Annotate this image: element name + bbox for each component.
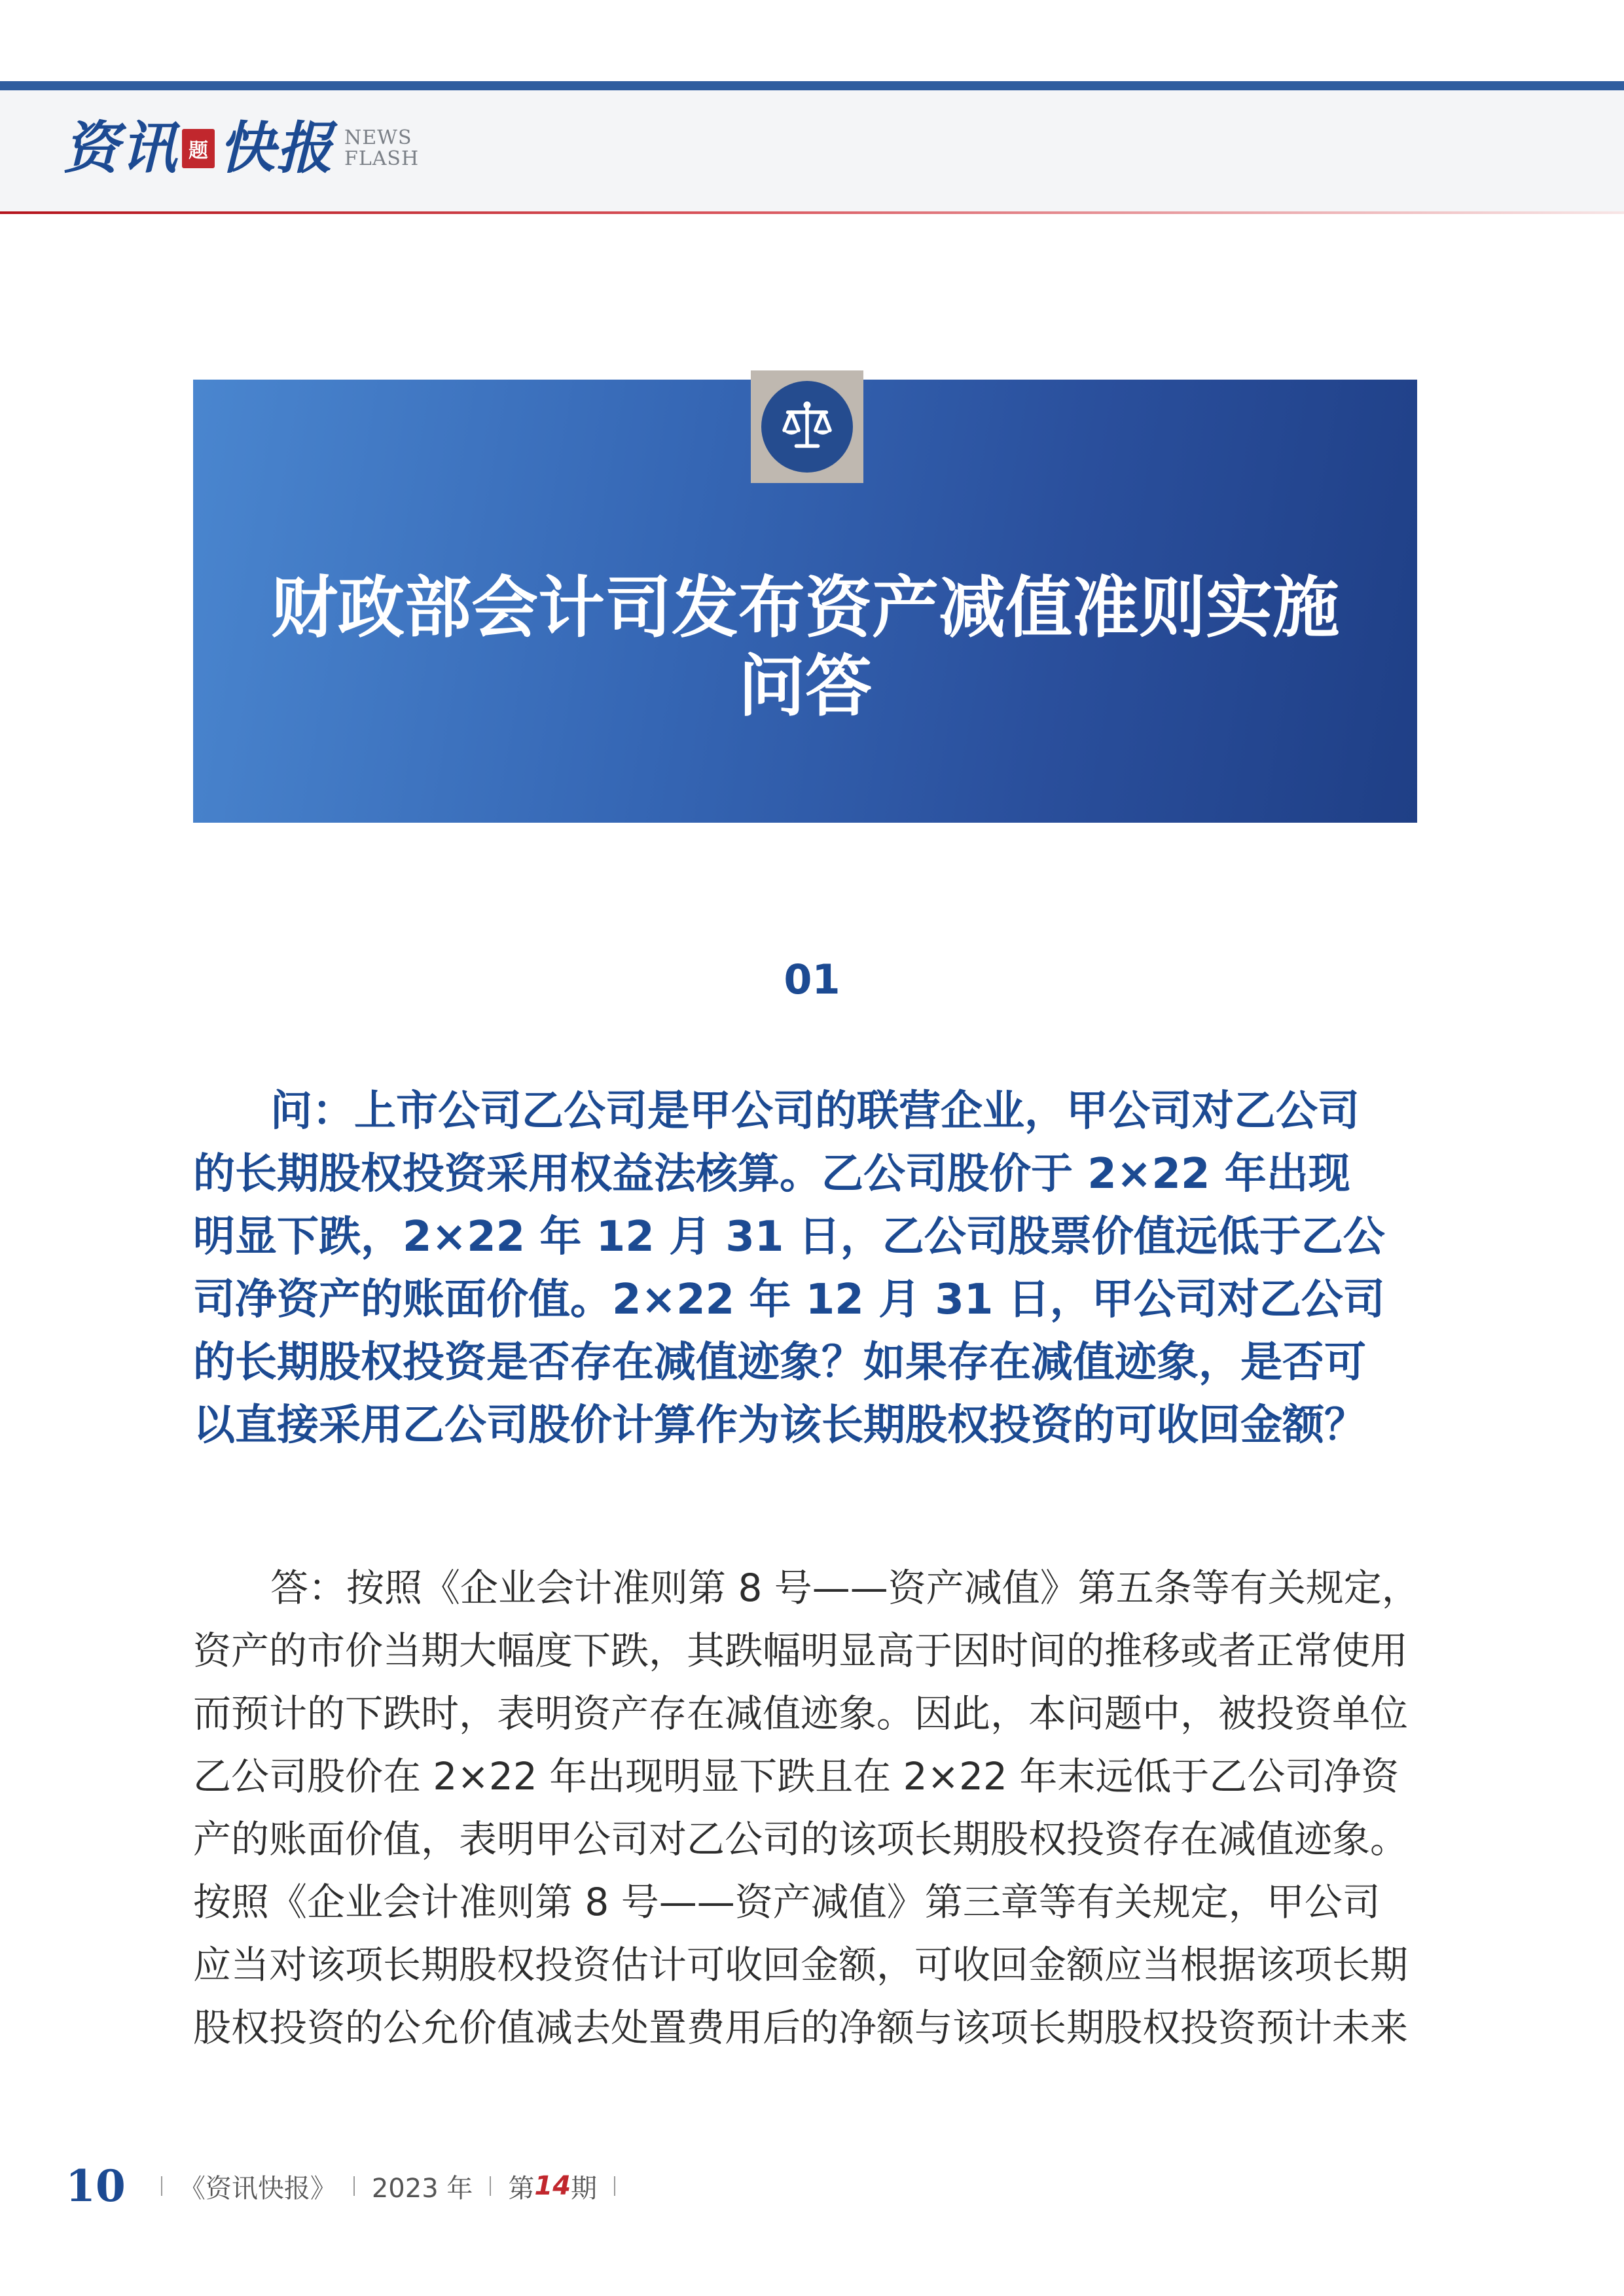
issue-suffix: 期 (571, 2173, 598, 2204)
brand-title-left: 资讯 (63, 115, 178, 181)
article-title-line2: 问答 (738, 648, 872, 726)
scales-of-justice-icon (777, 397, 837, 457)
brand-title-right: 快报 (219, 115, 334, 181)
page-footer (65, 2160, 632, 2212)
question-line: 的长期股权投资是否存在减值迹象？如果存在减值迹象，是否可 (193, 1338, 1366, 1387)
question-line: 以直接采用乙公司股价计算作为该长期股权投资的可收回金额？ (193, 1401, 1366, 1450)
footer-separator (161, 2176, 162, 2196)
banner-icon-tile (751, 370, 863, 483)
answer-line: 产的账面价值，表明甲公司对乙公司的该项长期股权投资存在减值迹象。 (193, 1817, 1409, 1861)
issue-prefix: 第 (508, 2173, 535, 2204)
answer-line: 而预计的下跌时，表明资产存在减值迹象。因此，本问题中，被投资单位 (193, 1691, 1409, 1736)
publication-name: 《资讯快报》 (179, 2173, 336, 2204)
brand-english-line2: FLASH (344, 147, 420, 170)
publication-year: 2023 年 (371, 2173, 473, 2204)
answer-line: 按照《企业会计准则第 8 号——资产减值》第三章等有关规定，甲公司 (193, 1880, 1380, 1924)
brand-english (344, 128, 419, 170)
footer-separator (614, 2176, 615, 2196)
article-title-line1: 财政部会计司发布资产减值准则实施 (271, 569, 1339, 647)
page-number: 10 (65, 2161, 126, 2212)
answer-line: 答：按照《企业会计准则第 8 号——资产减值》第五条等有关规定， (270, 1566, 1420, 1610)
question-block (193, 1080, 1424, 1457)
top-accent-bar (0, 81, 1624, 90)
banner-icon-circle (761, 381, 853, 473)
question-line: 明显下跌，2×22 年 12 月 31 日，乙公司股票价值远低于乙公 (193, 1213, 1385, 1261)
answer-line: 资产的市价当期大幅度下跌，其跌幅明显高于因时间的推移或者正常使用 (193, 1628, 1409, 1673)
answer-line: 应当对该项长期股权投资估计可收回金额，可收回金额应当根据该项长期 (193, 1943, 1409, 1987)
footer-separator (490, 2176, 491, 2196)
footer-separator (353, 2176, 355, 2196)
question-line: 司净资产的账面价值。2×22 年 12 月 31 日，甲公司对乙公司 (193, 1276, 1385, 1324)
article-title (193, 569, 1417, 726)
header-divider (0, 211, 1624, 214)
section-number: 01 (784, 956, 840, 1003)
answer-block (193, 1556, 1424, 2059)
issue-number: 14 (534, 2171, 571, 2201)
seal-icon: 题 (182, 129, 215, 168)
answer-line: 股权投资的公允价值减去处置费用后的净额与该项长期股权投资预计未来 (193, 2005, 1409, 2050)
brand-english-line1: NEWS (344, 126, 412, 149)
answer-line: 乙公司股价在 2×22 年出现明显下跌且在 2×22 年末远低于乙公司净资 (193, 1754, 1399, 1799)
question-line: 问：上市公司乙公司是甲公司的联营企业，甲公司对乙公司 (270, 1087, 1360, 1136)
masthead-logo (63, 113, 419, 185)
question-line: 的长期股权投资采用权益法核算。乙公司股价于 2×22 年出现 (193, 1150, 1350, 1198)
